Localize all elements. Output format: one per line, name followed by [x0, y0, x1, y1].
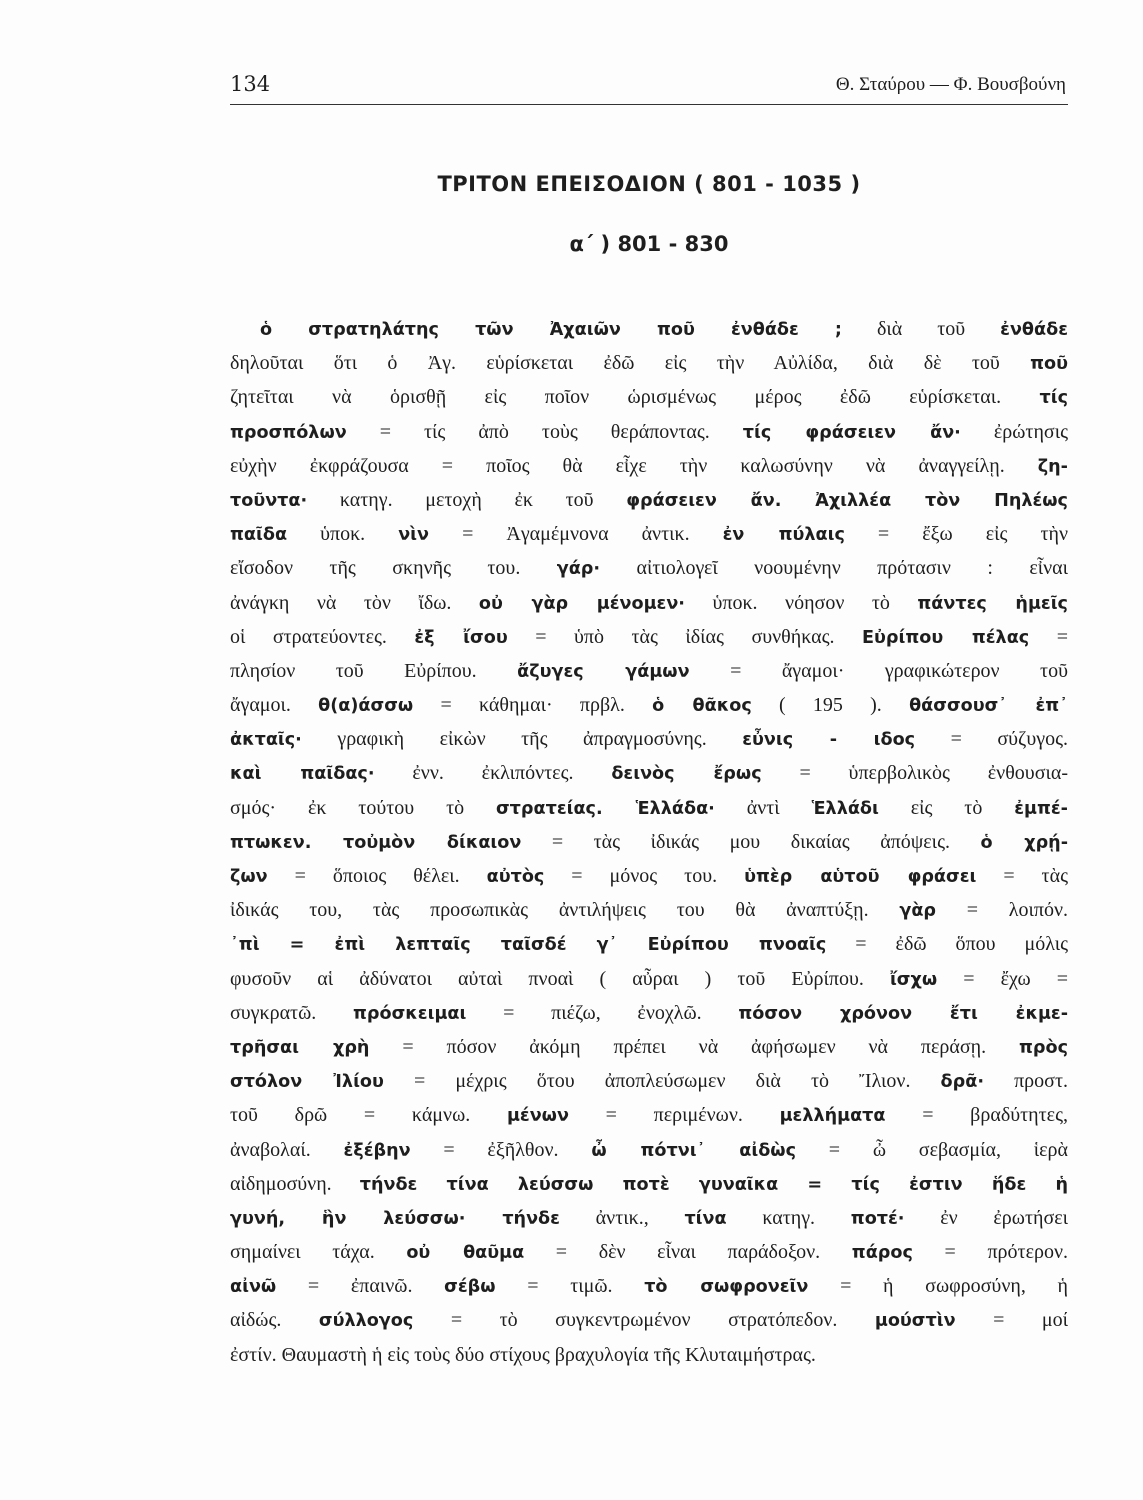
text-line	[230, 1338, 1068, 1372]
gloss-text: οἱ στρατεύοντες.	[230, 625, 415, 648]
lemma: ὁ στρατηλάτης τῶν Ἀχαιῶν ποῦ ἐνθάδε ;	[260, 320, 842, 340]
gloss-text: γραφικὴ εἰκὼν τῆς ἀπραγμοσύνης.	[301, 728, 743, 751]
lemma: προσπόλων	[230, 422, 347, 443]
gloss-text: = τὰς ἰδικάς μου δικαίας ἀπόψεις.	[521, 830, 981, 853]
text-line	[230, 756, 1068, 790]
gloss-text: = μόνος του.	[544, 865, 745, 887]
lemma: σύλλογος	[318, 1311, 414, 1332]
section-title: ΤΡΙΤΟΝ ΕΠΕΙΣΟΔΙΟΝ ( 801 - 1035 )	[437, 172, 861, 196]
lemma: Εὐρίπου πέλας	[862, 627, 1030, 648]
text-line	[230, 962, 1068, 996]
gloss-text: = ὑπὸ τὰς ἰδίας συνθήκας.	[507, 625, 862, 648]
gloss-text: = βραδύτητες,	[885, 1104, 1068, 1127]
lemma: ζη-	[1037, 456, 1068, 477]
gloss-text: = ἐξῆλθον.	[410, 1138, 592, 1161]
text-line	[230, 346, 1068, 380]
gloss-text: ἐν ἐρωτήσει	[904, 1206, 1068, 1229]
gloss-text: = ἐπαινῶ.	[276, 1275, 445, 1298]
lemma: πάντες ἡμεῖς	[917, 593, 1068, 614]
lemma: πρόσκειμαι	[353, 1003, 467, 1024]
page-number: 134	[230, 72, 271, 96]
lemma: τοῦντα·	[230, 490, 308, 511]
gloss-text: = περιμένων.	[568, 1104, 780, 1127]
text-line	[230, 415, 1068, 449]
lemma: ἐξέβην	[343, 1140, 411, 1161]
gloss-text: αἰτιολογεῖ νοουμένην πρότασιν : εἶναι	[600, 557, 1068, 580]
text-line	[230, 1235, 1068, 1269]
gloss-text: = Ἀγαμέμνονα ἀντικ.	[429, 523, 723, 546]
text-line	[230, 859, 1068, 893]
lemma: μούστὶν	[874, 1311, 956, 1332]
text-line	[230, 483, 1068, 517]
lemma: μελλήματα	[779, 1106, 886, 1127]
text-line	[230, 380, 1068, 414]
lemma: ἐνθάδε	[1000, 320, 1068, 340]
gloss-text: ἀναβολαί.	[230, 1138, 344, 1161]
lemma: γάρ·	[556, 559, 601, 580]
lemma: οὐ γὰρ μένομεν·	[478, 593, 685, 614]
gloss-text: φυσοῦν αἱ ἀδύνατοι αὐταὶ πνοαὶ ( αὖραι ) τοῦ Εὐρίπου.	[230, 967, 890, 990]
text-line	[230, 791, 1068, 825]
gloss-text: συγκρατῶ.	[230, 1001, 353, 1024]
lemma: αἰνῶ	[230, 1277, 277, 1298]
lemma: καὶ παῖδας·	[230, 764, 375, 785]
lemma: στόλον Ἰλίου	[230, 1072, 384, 1093]
text-line	[230, 1269, 1068, 1303]
gloss-text: ἀντικ.,	[559, 1206, 685, 1229]
lemma: πόσον χρόνον ἔτι ἐκμε-	[738, 1003, 1068, 1024]
lemma: ποτέ·	[850, 1208, 905, 1229]
gloss-text: = κάθημαι· πρβλ.	[413, 694, 653, 717]
gloss-text: = ἔξω εἰς τὴν	[844, 523, 1068, 546]
lemma: τρῆσαι χρὴ	[230, 1037, 370, 1058]
text-line	[230, 1064, 1068, 1098]
gloss-text: ( 195 ).	[751, 694, 910, 717]
lemma: πρὸς	[1018, 1037, 1068, 1058]
lemma: ὦ πότνι᾽ αἰδὼς	[591, 1140, 797, 1161]
gloss-text: = τίς ἀπὸ τοὺς θεράποντας.	[346, 420, 743, 443]
gloss-text: = πόσον ἀκόμη πρέπει νὰ ἀφήσωμεν νὰ περάσῃ.	[369, 1035, 1019, 1058]
lemma: ἀκταῖς·	[230, 730, 302, 751]
lemma: ὁ θᾶκος	[652, 696, 752, 717]
gloss-text: ἐστίν. Θαυμαστὴ ἡ εἰς τοὺς δύο στίχους βραχυλογία τῆς Κλυταιμήστρας.	[230, 1343, 816, 1366]
text-line	[230, 722, 1068, 756]
lemma: ζων	[230, 867, 268, 887]
header-authors: Θ. Σταύρου — Φ. Βουσβούνη	[835, 74, 1066, 95]
text-line	[230, 620, 1068, 654]
lemma: νὶν	[398, 525, 430, 546]
lemma: αὐτὸς	[486, 867, 545, 887]
gloss-text: διὰ τοῦ	[841, 318, 1001, 340]
gloss-text: πλησίον τοῦ Εὐρίπου.	[230, 659, 518, 682]
gloss-text: ἀνάγκη νὰ τὸν ἴδω.	[230, 591, 479, 614]
lemma: τίνα	[684, 1208, 727, 1229]
gloss-text: τοῦ δρῶ = κάμνω.	[230, 1104, 507, 1127]
lemma: στρατείας. Ἑλλάδα·	[495, 798, 715, 819]
lemma: ἐν πύλαις	[722, 525, 845, 546]
gloss-text: αἰδημοσύνη.	[230, 1172, 360, 1195]
gloss-text: ἰδικάς του, τὰς προσωπικὰς ἀντιλήψεις του θὰ ἀναπτύξῃ.	[230, 899, 900, 922]
lemma: εὖνις - ιδος	[742, 730, 916, 751]
gloss-text: = ὑπερβολικὸς ἐνθουσια-	[761, 762, 1068, 785]
lemma: φράσειεν ἄν. Ἀχιλλέα τὸν Πηλέως	[626, 490, 1068, 511]
lemma: θ(α)άσσω	[318, 696, 414, 717]
text-line	[230, 517, 1068, 551]
gloss-text: εἰς τὸ	[878, 796, 1015, 819]
gloss-text: = ὅποιος θέλει.	[267, 865, 487, 887]
gloss-text: κατηγ. μετοχὴ ἐκ τοῦ	[307, 488, 627, 511]
lemma: πάρος	[851, 1243, 913, 1264]
text-line	[230, 312, 1068, 346]
gloss-text: = πιέζω, ἐνοχλῶ.	[466, 1001, 739, 1024]
lemma: δεινὸς ἔρως	[611, 764, 762, 785]
text-line	[230, 1098, 1068, 1132]
gloss-text: σημαίνει τάχα.	[230, 1241, 407, 1264]
lemma: γυνή, ἣν λεύσσω· τήνδε	[230, 1208, 560, 1229]
lemma: Ἑλλάδι	[811, 798, 879, 819]
gloss-text: = δὲν εἶναι παράδοξον.	[524, 1241, 852, 1264]
text-line	[230, 996, 1068, 1030]
lemma: ᾽πὶ = ἐπὶ λεπταῖς ταῖσδέ γ᾽ Εὐρίπου πνοαῖς	[230, 935, 827, 956]
lemma: τίς	[1039, 388, 1068, 409]
gloss-text: εὐχὴν ἐκφράζουσα = ποῖος θὰ εἶχε τὴν καλωσύνην νὰ ἀναγγείλῃ.	[230, 454, 1038, 477]
gloss-text: = μέχρις ὅτου ἀποπλεύσωμεν διὰ τὸ Ἴλιον.	[383, 1070, 941, 1093]
lemma: ἄζυγες γάμων	[517, 661, 690, 682]
lemma: ἐμπέ-	[1014, 798, 1068, 819]
lemma: ἴσχω	[889, 969, 938, 990]
lemma: μένων	[506, 1106, 569, 1127]
gloss-text: =	[1029, 625, 1068, 648]
text-line	[230, 586, 1068, 620]
text-line	[230, 1303, 1068, 1337]
gloss-text: εἴσοδον τῆς σκηνῆς του.	[230, 557, 557, 580]
gloss-text: ζητεῖται νὰ ὁρισθῇ εἰς ποῖον ὡρισμένως μέρος ἐδῶ εὑρίσκεται.	[230, 386, 1040, 409]
lemma: ποῦ	[1030, 354, 1068, 375]
gloss-text: = ἡ σωφροσύνη, ἡ	[808, 1275, 1068, 1298]
text-line	[230, 688, 1068, 722]
gloss-text: = τὸ συγκεντρωμένον στρατόπεδον.	[413, 1309, 875, 1332]
gloss-text: ἐνν. ἐκλιπόντες.	[374, 762, 612, 785]
gloss-text: = μοί	[955, 1309, 1068, 1332]
gloss-text: = τὰς	[976, 865, 1068, 887]
gloss-text: = ἐδῶ ὅπου μόλις	[826, 933, 1068, 956]
lemma: τὸ σωφρονεῖν	[644, 1277, 809, 1298]
lemma: ὑπὲρ αὑτοῦ φράσει	[744, 867, 977, 887]
lemma: ἐξ ἴσου	[414, 627, 508, 648]
gloss-text: δηλοῦται ὅτι ὁ Ἀγ. εὑρίσκεται ἐδῶ εἰς τὴν Αὐλίδα, διὰ δὲ τοῦ	[230, 352, 1031, 375]
text-line	[230, 1030, 1068, 1064]
gloss-text: ὑποκ. νόησον τὸ	[684, 591, 918, 614]
text-line	[230, 1167, 1068, 1201]
gloss-text: σμός· ἐκ τούτου τὸ	[230, 796, 496, 819]
gloss-text: = ἄγαμοι· γραφικώτερον τοῦ	[689, 659, 1068, 682]
lemma: τίς φράσειεν ἄν·	[742, 422, 961, 443]
text-line	[230, 1133, 1068, 1167]
lemma: γὰρ	[899, 901, 937, 922]
text-line	[230, 893, 1068, 927]
gloss-text: ἐρώτησις	[960, 420, 1068, 443]
lemma: οὐ θαῦμα	[406, 1243, 525, 1264]
gloss-text: = πρότερον.	[912, 1241, 1068, 1264]
gloss-text: = ὦ σεβασμία, ἱερὰ	[796, 1138, 1068, 1161]
gloss-text: αἰδώς.	[230, 1309, 319, 1332]
lemma: τήνδε τίνα λεύσσω ποτὲ γυναῖκα = τίς ἐστιν ἥδε ἡ	[359, 1174, 1068, 1195]
lemma: δρᾶ·	[940, 1072, 984, 1093]
gloss-text: ἄγαμοι.	[230, 694, 319, 717]
text-line	[230, 1201, 1068, 1235]
lemma: παῖδα	[230, 525, 288, 546]
text-line	[230, 927, 1068, 961]
text-line	[230, 654, 1068, 688]
commentary-body	[230, 312, 1068, 1372]
gloss-text: = λοιπόν.	[936, 899, 1068, 922]
text-line	[230, 551, 1068, 585]
gloss-text: ὑποκ.	[287, 523, 399, 546]
gloss-text: = ἔχω =	[937, 967, 1068, 990]
gloss-text: προστ.	[984, 1070, 1068, 1093]
lemma: ὁ χρῄ-	[980, 832, 1068, 853]
running-head	[230, 70, 1068, 105]
lemma: πτωκεν. τοὐμὸν δίκαιον	[230, 832, 522, 853]
text-line	[230, 449, 1068, 483]
lemma: θάσσουσ᾽ ἐπ᾽	[909, 696, 1068, 717]
gloss-text: = τιμῶ.	[495, 1275, 645, 1298]
gloss-text: κατηγ.	[726, 1206, 851, 1229]
lemma: σέβω	[444, 1277, 496, 1298]
subsection-title: α΄ ) 801 - 830	[569, 232, 729, 256]
text-line	[230, 825, 1068, 859]
gloss-text: = σύζυγος.	[915, 728, 1068, 751]
gloss-text: ἀντὶ	[714, 796, 812, 819]
